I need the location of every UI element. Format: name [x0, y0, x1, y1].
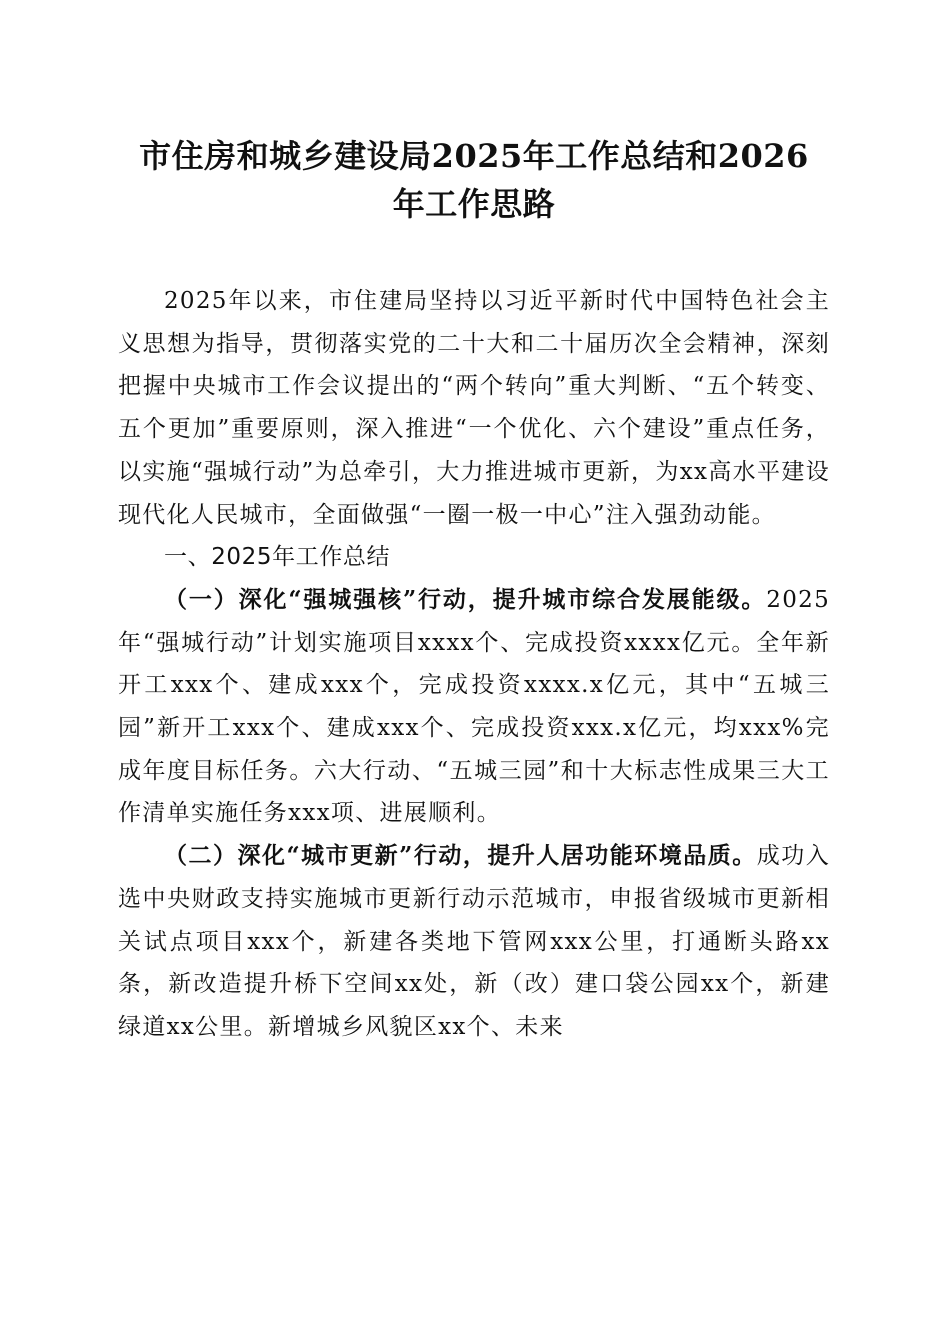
- item-2-heading: （二）深化“城市更新”行动，提升人居功能环境品质。: [164, 842, 757, 870]
- title-line-1: 市住房和城乡建设局2025年工作总结和2026: [139, 137, 809, 175]
- item-1-paragraph: [118, 579, 830, 835]
- item-1-body: 2025年“强城行动”计划实施项目xxxx个、完成投资xxxx亿元。全年新开工xxx个、建成xxx个，完成投资xxxx.x亿元，其中“五城三园”新开工xxx个、建成xxx个、完成投资xxx.x亿元，均xxx%完成年度目标任务。六大行动、“五城三园”和十大标志性成果三大工作清单实施任务xxx项、进展顺利。: [118, 586, 830, 827]
- item-1-heading: （一）深化“强城强核”行动，提升城市综合发展能级。: [164, 585, 767, 613]
- document-page: [118, 132, 830, 1049]
- document-body: [118, 280, 830, 1049]
- item-2-paragraph: [118, 835, 830, 1049]
- section-heading-summary: 一、2025年工作总结: [164, 544, 391, 571]
- intro-paragraph: 2025年以来，市住建局坚持以习近平新时代中国特色社会主义思想为指导，贯彻落实党的二十大和二十届历次全会精神，深刻把握中央城市工作会议提出的“两个转向”重大判断、“五个转变、五个更加”重要原则，深入推进“一个优化、六个建设”重点任务，以实施“强城行动”为总牵引，大力推进城市更新，为xx高水平建设现代化人民城市，全面做强“一圈一极一中心”注入强劲动能。: [118, 288, 830, 528]
- title-line-2: 年工作思路: [392, 185, 556, 223]
- item-2-body: 成功入选中央财政支持实施城市更新行动示范城市，申报省级城市更新相关试点项目xxx个，新建各类地下管网xxx公里，打通断头路xx条，新改造提升桥下空间xx处，新（改）建口袋公园xx个，新建绿道xx公里。新增城乡风貌区xx个、未来: [118, 843, 830, 1040]
- document-title: [118, 132, 830, 228]
